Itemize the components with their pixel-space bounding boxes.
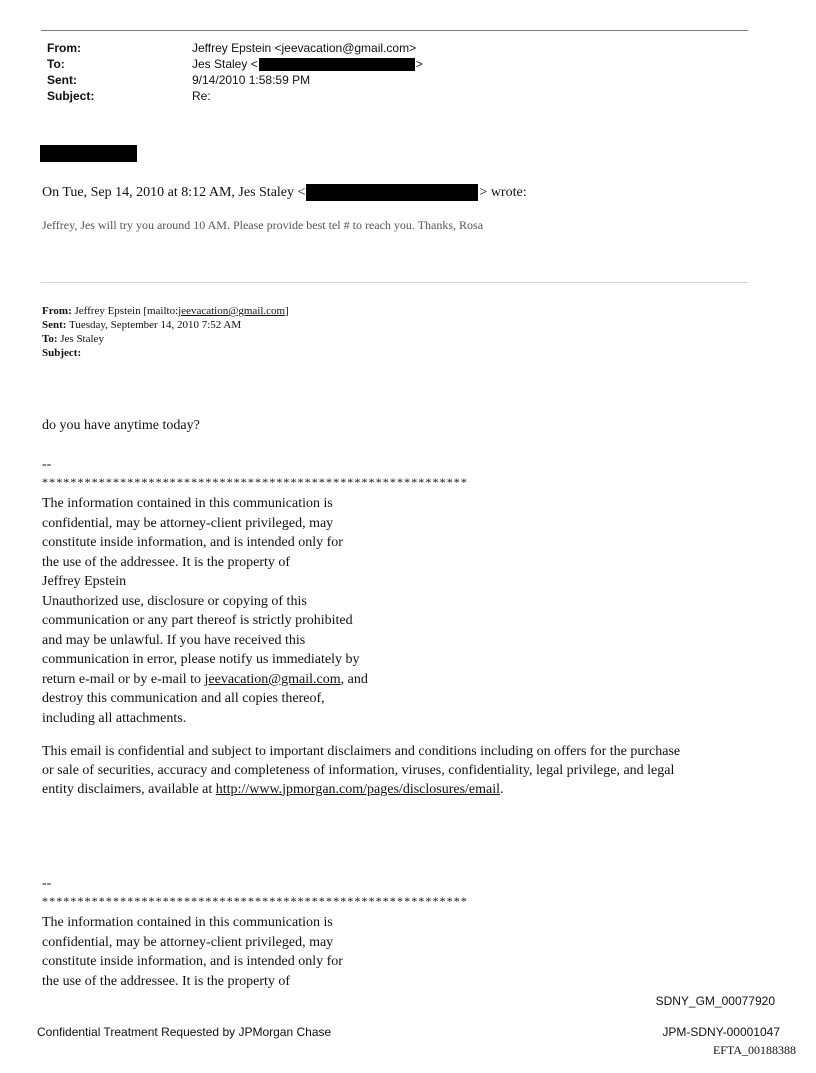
signature-line: communication or any part thereof is strictly prohibited bbox=[42, 613, 353, 628]
signature-stars: ************************************************************ bbox=[42, 475, 468, 489]
disclaimer-line: This email is confidential and subject to important disclaimers and conditions including on offers for the purchase bbox=[42, 744, 681, 759]
signature-line: The information contained in this communication is bbox=[42, 496, 333, 511]
signature2-dashes: -- bbox=[42, 876, 52, 891]
quote-header bbox=[42, 184, 527, 202]
fwd-from-close: ] bbox=[285, 305, 289, 317]
from-value: Jeffrey Epstein <jeevacation@gmail.com> bbox=[192, 41, 417, 55]
signature-line: constitute inside information, and is intended only for bbox=[42, 535, 343, 550]
signature-line: confidential, may be attorney-client privileged, may bbox=[42, 515, 334, 531]
sent-label: Sent: bbox=[47, 73, 77, 87]
disclaimer-link[interactable]: http://www.jpmorgan.com/pages/disclosures/email bbox=[215, 781, 501, 797]
fwd-body: do you have anytime today? bbox=[42, 418, 200, 433]
signature-line: communication in error, please notify us immediately by bbox=[42, 652, 360, 667]
signature-dashes: -- bbox=[42, 457, 52, 472]
disclaimer-suffix: . bbox=[500, 781, 504, 797]
bates-number-jpm: JPM-SDNY-00001047 bbox=[662, 1025, 780, 1039]
to-prefix: Jes Staley < bbox=[192, 57, 258, 71]
fwd-to-line bbox=[42, 333, 104, 346]
fwd-sent-line bbox=[42, 319, 241, 332]
signature-line: including all attachments. bbox=[42, 710, 187, 726]
signature2-text bbox=[42, 913, 343, 991]
signature-line: destroy this communication and all copies thereof, bbox=[42, 691, 325, 706]
fwd-from-value: Jeffrey Epstein [mailto: bbox=[74, 305, 179, 317]
redaction-box bbox=[259, 58, 415, 71]
from-label: From: bbox=[47, 41, 81, 55]
to-suffix: > bbox=[415, 57, 423, 71]
signature2-line: The information contained in this communication is bbox=[42, 915, 333, 930]
fwd-from-label: From: bbox=[42, 305, 72, 317]
signature-text bbox=[42, 494, 368, 728]
signature-line: Jeffrey Epstein bbox=[42, 574, 127, 589]
return-email-link[interactable]: jeevacation@gmail.com bbox=[204, 671, 341, 687]
subject-value: Re: bbox=[192, 89, 211, 103]
signature2-line: confidential, may be attorney-client privileged, may bbox=[42, 934, 334, 950]
redaction-box bbox=[40, 145, 137, 162]
return-suffix: , and bbox=[340, 671, 368, 687]
quote-suffix: > wrote: bbox=[479, 185, 527, 200]
signature-line: Unauthorized use, disclosure or copying of this bbox=[42, 593, 307, 609]
fwd-from-email-link[interactable]: jeevacation@gmail.com bbox=[178, 305, 286, 317]
redaction-box bbox=[306, 184, 478, 201]
return-prefix: return e-mail or by e-mail to bbox=[42, 671, 205, 687]
signature-line: and may be unlawful. If you have received this bbox=[42, 632, 306, 648]
jpm-disclaimer bbox=[42, 743, 762, 799]
signature2-line: the use of the addressee. It is the property of bbox=[42, 973, 291, 989]
subject-label: Subject: bbox=[47, 89, 95, 103]
signature-line: the use of the addressee. It is the property of bbox=[42, 554, 291, 570]
fwd-subject-line bbox=[42, 347, 81, 360]
quote-prefix: On Tue, Sep 14, 2010 at 8:12 AM, Jes Staley < bbox=[42, 185, 306, 200]
header-top-rule bbox=[41, 30, 748, 31]
disclaimer-line: or sale of securities, accuracy and completeness of information, viruses, confidentiality, legal privilege, and legal bbox=[42, 762, 675, 778]
bates-number-efta: EFTA_00188388 bbox=[712, 1043, 796, 1057]
fwd-subject-label: Subject: bbox=[42, 347, 82, 359]
sent-value: 9/14/2010 1:58:59 PM bbox=[192, 73, 311, 87]
fwd-to-label: To: bbox=[42, 333, 58, 345]
disclaimer-prefix: entity disclaimers, available at bbox=[42, 781, 216, 797]
signature-return-line bbox=[42, 670, 368, 690]
confidential-footer: Confidential Treatment Requested by JPMorgan Chase bbox=[37, 1025, 332, 1039]
fwd-from-line bbox=[42, 305, 289, 318]
signature2-stars: ************************************************************ bbox=[42, 894, 468, 908]
fwd-sent-value: Tuesday, September 14, 2010 7:52 AM bbox=[69, 319, 242, 331]
fwd-to-value: Jes Staley bbox=[60, 333, 104, 345]
reply-body: Jeffrey, Jes will try you around 10 AM. Please provide best tel # to reach you. Thanks, Rosa bbox=[42, 218, 484, 232]
disclaimer-line bbox=[42, 781, 762, 800]
signature2-line: constitute inside information, and is intended only for bbox=[42, 954, 343, 969]
bates-number-sdny: SDNY_GM_00077920 bbox=[655, 994, 775, 1008]
divider-rule bbox=[41, 282, 748, 283]
fwd-sent-label: Sent: bbox=[42, 319, 67, 331]
to-label: To: bbox=[47, 57, 65, 71]
to-value bbox=[192, 57, 423, 71]
